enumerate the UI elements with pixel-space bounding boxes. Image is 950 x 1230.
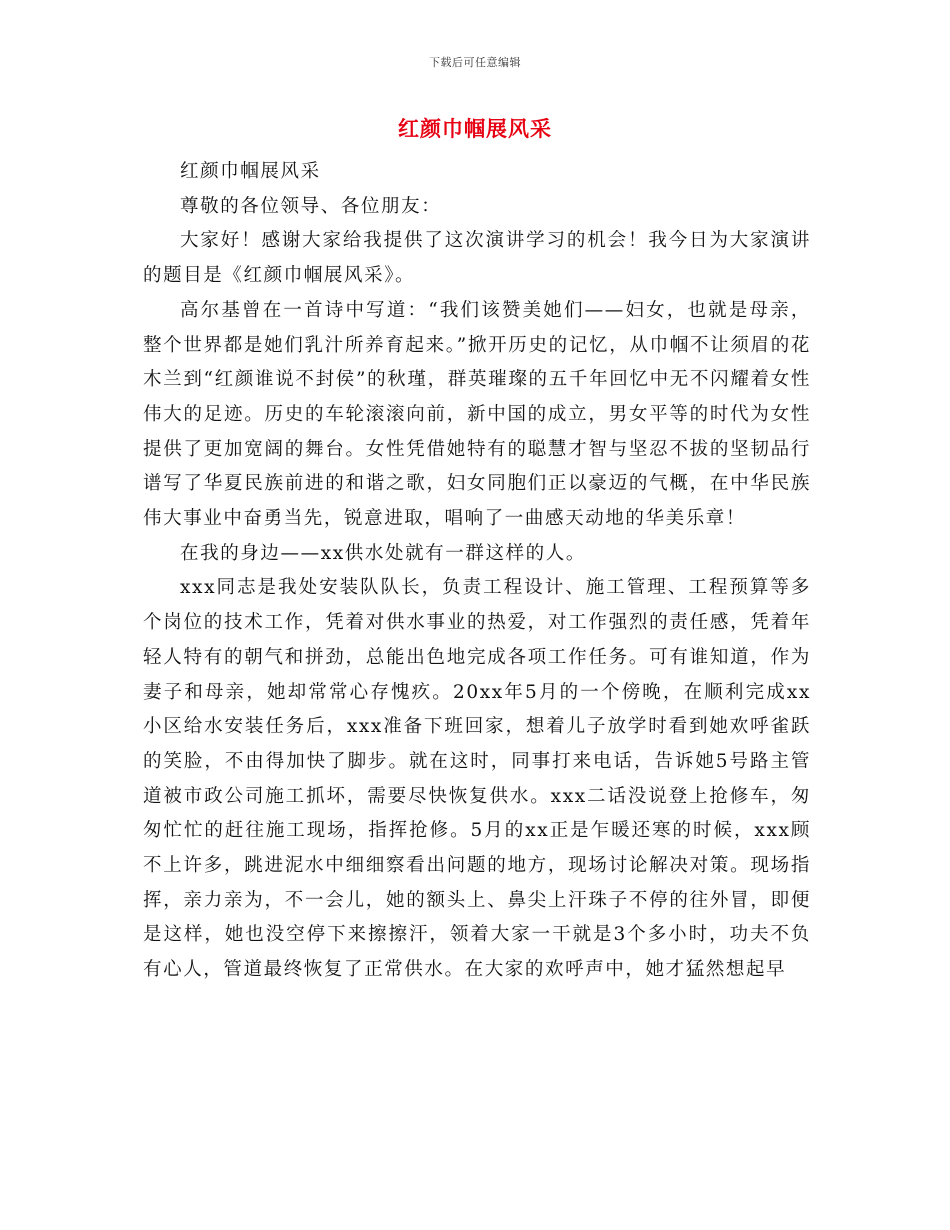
- paragraph-gorky-quote: 高尔基曾在一首诗中写道：“我们该赞美她们——妇女，也就是母亲，整个世界都是她们乳汁所养育起来。”掀开历史的记忆，从巾帼不让须眉的花木兰到“红颜谁说不封侯”的秋瑾，群英璀璨的五千年回忆中无不闪耀着女性伟大的足迹。历史的车轮滚滚向前，新中国的成立，男女平等的时代为女性提供了更加宽阔的舞台。女性凭借她特有的聪慧才智与坚忍不拔的坚韧品行谱写了华夏民族前进的和谐之歌，妇女同胞们正以豪迈的气概，在中华民族伟大事业中奋勇当先，锐意进取，唱响了一曲感天动地的华美乐章！: [143, 299, 811, 530]
- paragraph-subtitle: 红颜巾帼展风采: [180, 161, 321, 182]
- document-title: 红颜巾帼展风采: [398, 117, 552, 141]
- paragraph-intro-people: 在我的身边——xx供水处就有一群这样的人。: [180, 542, 586, 564]
- paragraph-salutation: 尊敬的各位领导、各位朋友：: [180, 195, 442, 217]
- paragraph-greeting: 大家好！感谢大家给我提供了这次演讲学习的机会！我今日为大家演讲的题目是《红颜巾帼展风采》。: [143, 230, 811, 287]
- document-body: [143, 155, 811, 988]
- paragraph-xxx-story: xxx同志是我处安装队队长，负责工程设计、施工管理、工程预算等多个岗位的技术工作，凭着对供水事业的热爱，对工作强烈的责任感，凭着年轻人特有的朝气和拼劲，总能出色地完成各项工作任务。可有谁知道，作为妻子和母亲，她却常常心存愧疚。20xx年5月的一个傍晚，在顺利完成xx小区给水安装任务后，xxx准备下班回家，想着儿子放学时看到她欢呼雀跃的笑脸，不由得加快了脚步。就在这时，同事打来电话，告诉她5号路主管道被市政公司施工抓坏，需要尽快恢复供水。xxx二话没说登上抢修车，匆匆忙忙的赶往施工现场，指挥抢修。5月的xx正是乍暖还寒的时候，xxx顾不上许多，跳进泥水中细细察看出问题的地方，现场讨论解决对策。现场指挥，亲力亲为，不一会儿，她的额头上、鼻尖上汗珠子不停的往外冒，即便是这样，她也没空停下来擦擦汗，领着大家一干就是3个多小时，功夫不负有心人，管道最终恢复了正常供水。在大家的欢呼声中，她才猛然想起早: [143, 577, 811, 981]
- header-note: 下载后可任意编辑: [429, 56, 521, 69]
